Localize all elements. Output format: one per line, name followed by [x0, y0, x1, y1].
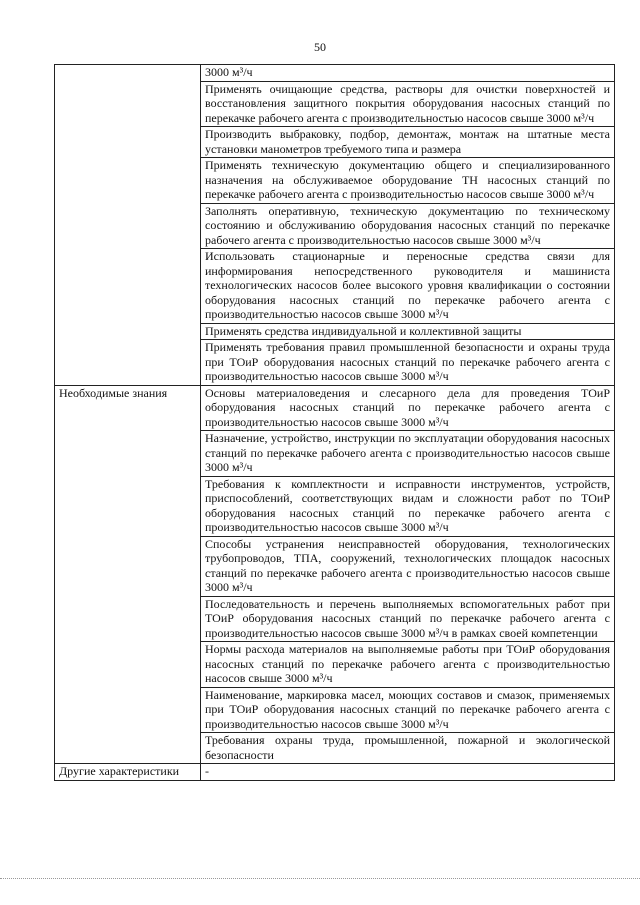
table-row: [55, 764, 615, 781]
skill-text: Заполнять оперативную, техническую документацию по техническому состоянию и обслуживанию оборудования насосных станций по перекачке рабочего агента с производительностью насосов свыше 3000 м³/ч: [201, 203, 615, 249]
skill-text: Использовать стационарные и переносные средства связи для информирования непосредственного руководителя и машиниста технологических насосов более высокого уровня квалификации о состоянии оборудования насосных станций по перекачке рабочего агента с производительностью насосов свыше 3000 м³/ч: [201, 249, 615, 324]
knowledge-text: Наименование, маркировка масел, моющих составов и смазок, применяемых при ТОиР оборудования насосных станций по перекачке рабочего агента с производительностью насосов свыше 3000 м³/ч: [201, 687, 615, 733]
skill-text: Применять очищающие средства, растворы для очистки поверхностей и восстановления защитного покрытия оборудования насосных станций по перекачке рабочего агента с производительностью насосов свыше 3000 м³/ч: [201, 81, 615, 127]
knowledge-text: Основы материаловедения и слесарного дела для проведения ТОиР оборудования насосных станций по перекачке рабочего агента с производительностью насосов свыше 3000 м³/ч: [201, 385, 615, 431]
skill-text: Производить выбраковку, подбор, демонтаж, монтаж на штатные места установки манометров требуемого типа и размера: [201, 127, 615, 158]
skill-text: Применять средства индивидуальной и коллективной защиты: [201, 323, 615, 340]
skills-label-cell: [55, 65, 201, 386]
other-value: -: [201, 764, 615, 781]
skill-text: 3000 м³/ч: [201, 65, 615, 82]
knowledge-text: Способы устранения неисправностей оборудования, технологических трубопроводов, ТПА, сооружений, технологических площадок насосных станций по перекачке рабочего агента с производительностью насосов свыше 3000 м³/ч: [201, 536, 615, 596]
table-row: [55, 385, 615, 431]
knowledge-label: Необходимые знания: [55, 385, 201, 764]
knowledge-text: Требования охраны труда, промышленной, пожарной и экологической безопасности: [201, 733, 615, 764]
page-number: 50: [314, 40, 326, 54]
table-row: [55, 65, 615, 82]
knowledge-text: Нормы расхода материалов на выполняемые работы при ТОиР оборудования насосных станций по перекачке рабочего агента с производительностью насосов свыше 3000 м³/ч: [201, 642, 615, 688]
skill-text: Применять требования правил промышленной безопасности и охраны труда при ТОиР оборудования насосных станций по перекачке рабочего агента с производительностью насосов свыше 3000 м³/ч: [201, 340, 615, 386]
knowledge-text: Требования к комплектности и исправности инструментов, устройств, приспособлений, соответствующих видам и сложности работ по ТОиР оборудования насосных станций по перекачке рабочего агента с производительностью насосов свыше 3000 м³/ч: [201, 476, 615, 536]
competency-table: [54, 64, 615, 781]
knowledge-text: Назначение, устройство, инструкции по эксплуатации оборудования насосных станций по перекачке рабочего агента с производительностью насосов свыше 3000 м³/ч: [201, 431, 615, 477]
page-footer-divider: [0, 878, 640, 880]
other-label: Другие характеристики: [55, 764, 201, 781]
knowledge-text: Последовательность и перечень выполняемых вспомогательных работ при ТОиР оборудования насосных станций по перекачке рабочего агента с производительностью насосов свыше 3000 м³/ч в рамках своей компетенции: [201, 596, 615, 642]
skill-text: Применять техническую документацию общего и специализированного назначения на обслуживаемое оборудование ТН насосных станций по перекачке рабочего агента с производительностью насосов свыше 3000 м³/ч: [201, 158, 615, 204]
